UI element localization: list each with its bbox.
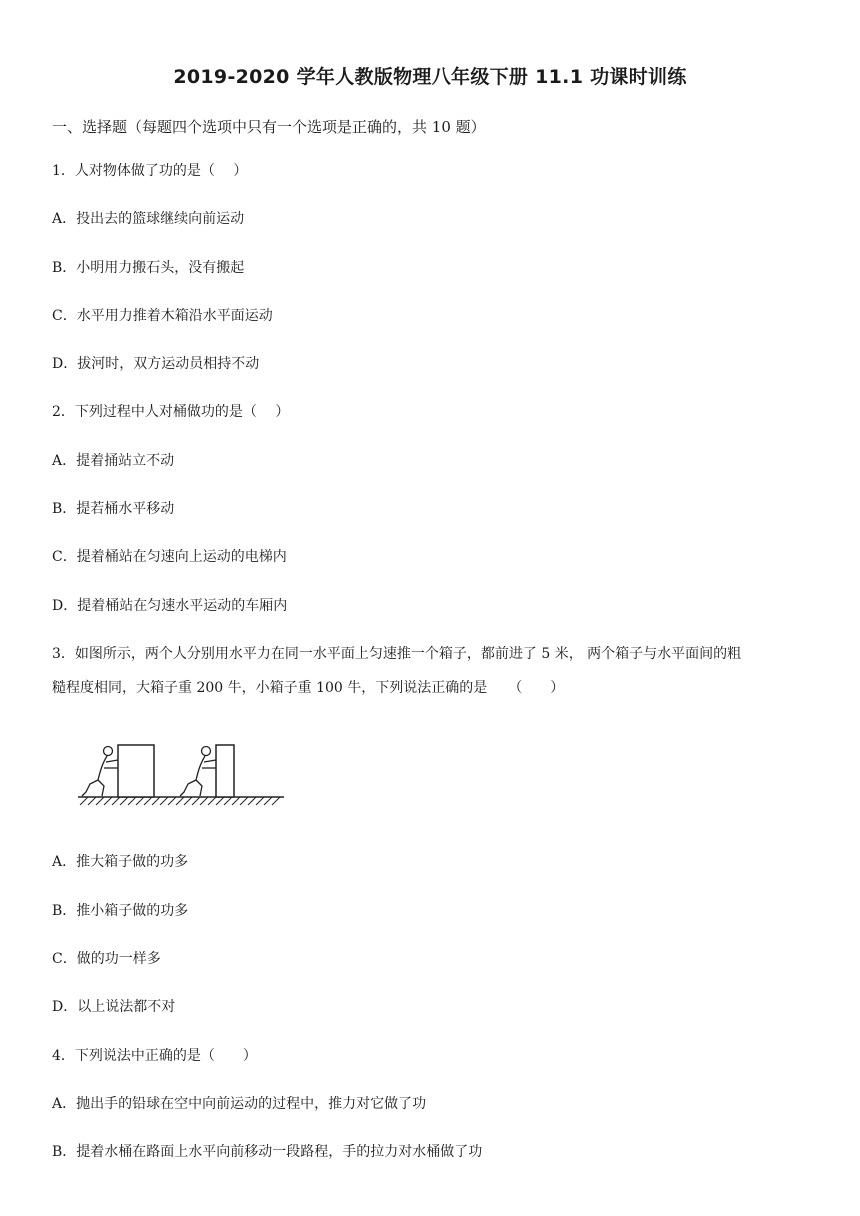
question-4-option-b: B．提着水桶在路面上水平向前移动一段路程，手的拉力对水桶做了功 <box>52 1144 483 1160</box>
document-title: 2019-2020 学年人教版物理八年级下册 11.1 功课时训练 <box>173 66 687 88</box>
question-1-option-a: A．投出去的篮球继续向前运动 <box>52 211 245 227</box>
question-3-stem-line-2: 糙程度相同，大箱子重 200 牛，小箱子重 100 牛，下列说法正确的是 （ ） <box>52 680 565 696</box>
section-heading: 一、选择题（每题四个选项中只有一个选项是正确的，共 10 题） <box>52 118 486 136</box>
small-box <box>216 745 234 797</box>
question-2-option-b: B．提若桶水平移动 <box>52 501 175 517</box>
large-box <box>118 745 154 797</box>
question-4-option-a: A．抛出手的铅球在空中向前运动的过程中，推力对它做了功 <box>52 1096 427 1112</box>
ground-hatching <box>80 797 280 805</box>
question-1-option-b: B．小明用力搬石头，没有搬起 <box>52 260 245 276</box>
question-2-option-d: D．提着桶站在匀速水平运动的车厢内 <box>52 598 288 614</box>
question-3-option-b: B．推小箱子做的功多 <box>52 903 189 919</box>
pushing-boxes-figure <box>74 740 288 816</box>
question-3-option-c: C．做的功一样多 <box>52 951 161 967</box>
question-2-stem: 2．下列过程中人对桶做功的是（ ） <box>52 404 290 420</box>
question-4-stem: 4．下列说法中正确的是（ ） <box>52 1048 257 1064</box>
question-3-stem-line-1: 3．如图所示，两个人分别用水平力在同一水平面上匀速推一个箱子，都前进了 5 米， 两个箱子与水平面间的粗 <box>52 646 742 662</box>
question-2-option-a: A．提着捅站立不动 <box>52 453 175 469</box>
person-2-figure <box>180 747 216 797</box>
question-1-option-c: C．水平用力推着木箱沿水平面运动 <box>52 308 273 324</box>
question-3-option-a: A．推大箱子做的功多 <box>52 854 189 870</box>
question-2-option-c: C．提着桶站在匀速向上运动的电梯内 <box>52 549 287 565</box>
question-1-option-d: D．拔河时，双方运动员相持不动 <box>52 356 260 372</box>
question-1-stem: 1．人对物体做了功的是（ ） <box>52 163 248 179</box>
question-3-option-d: D．以上说法都不对 <box>52 999 176 1015</box>
pushing-boxes-diagram <box>74 740 288 812</box>
person-1-figure <box>82 747 118 797</box>
